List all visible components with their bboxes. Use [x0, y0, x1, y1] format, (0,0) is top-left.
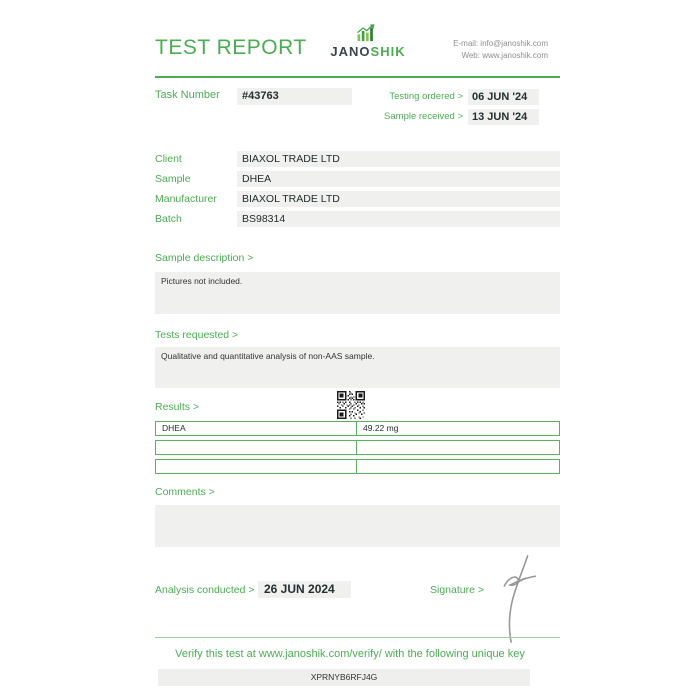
- batch-value: BS98314: [237, 211, 560, 227]
- sample-label: Sample: [155, 173, 191, 185]
- results-row: [155, 459, 560, 474]
- trending-bar-chart-icon: [355, 24, 382, 43]
- sample-received-label: Sample received >: [384, 111, 463, 122]
- qr-code: [337, 391, 365, 419]
- detail-row-manufacturer: [155, 191, 560, 207]
- unique-key: XPRNYB6RFJ4G: [158, 669, 530, 686]
- logo-shik: SHIK: [370, 44, 406, 59]
- header-divider: [155, 76, 560, 78]
- tests-requested-box: Qualitative and quantitative analysis of non-AAS sample.: [155, 347, 560, 388]
- sample-description-box: Pictures not included.: [155, 272, 560, 314]
- results-heading: Results >: [155, 401, 200, 413]
- janoshik-logo: [318, 24, 418, 59]
- analysis-conducted-label: Analysis conducted >: [155, 584, 255, 596]
- contact-web: Web: www.janoshik.com: [461, 50, 548, 60]
- results-row: [155, 421, 560, 436]
- testing-ordered-label: Testing ordered >: [389, 91, 463, 102]
- detail-row-client: [155, 151, 560, 167]
- testing-ordered-date: 06 JUN '24: [468, 89, 539, 105]
- result-analyte: DHEA: [156, 422, 357, 435]
- comments-box: [155, 505, 560, 547]
- logo-jano: JANO: [330, 44, 371, 59]
- client-label: Client: [155, 153, 182, 165]
- detail-row-sample: [155, 171, 560, 187]
- signature-label: Signature >: [430, 584, 484, 596]
- manufacturer-value: BIAXOL TRADE LTD: [237, 191, 560, 207]
- page-title: TEST REPORT: [155, 36, 307, 59]
- result-amount: [357, 441, 559, 454]
- contact-info: [453, 38, 548, 61]
- tests-requested-heading: Tests requested >: [155, 329, 239, 341]
- detail-row-batch: [155, 211, 560, 227]
- footer-divider: [155, 637, 560, 638]
- result-analyte: [156, 460, 357, 473]
- contact-email: E-mail: info@janoshik.com: [453, 39, 548, 48]
- result-amount: [357, 460, 559, 473]
- client-value: BIAXOL TRADE LTD: [237, 151, 560, 167]
- sample-received-date: 13 JUN '24: [468, 109, 539, 125]
- manufacturer-label: Manufacturer: [155, 193, 217, 205]
- result-analyte: [156, 441, 357, 454]
- task-number-label: Task Number: [155, 89, 220, 101]
- sample-description-heading: Sample description >: [155, 252, 254, 264]
- logo-wordmark: [318, 44, 418, 59]
- analysis-conducted-date: 26 JUN 2024: [258, 581, 351, 598]
- results-table: [155, 421, 560, 478]
- result-amount: 49.22 mg: [363, 423, 399, 433]
- results-row: [155, 440, 560, 455]
- report-content: [155, 0, 560, 700]
- comments-heading: Comments >: [155, 486, 215, 498]
- batch-label: Batch: [155, 213, 182, 225]
- sample-value: DHEA: [237, 171, 560, 187]
- verify-text: Verify this test at www.janoshik.com/verify/ with the following unique key: [175, 648, 525, 660]
- handwritten-signature: [490, 553, 540, 645]
- task-number-value: #43763: [237, 88, 352, 105]
